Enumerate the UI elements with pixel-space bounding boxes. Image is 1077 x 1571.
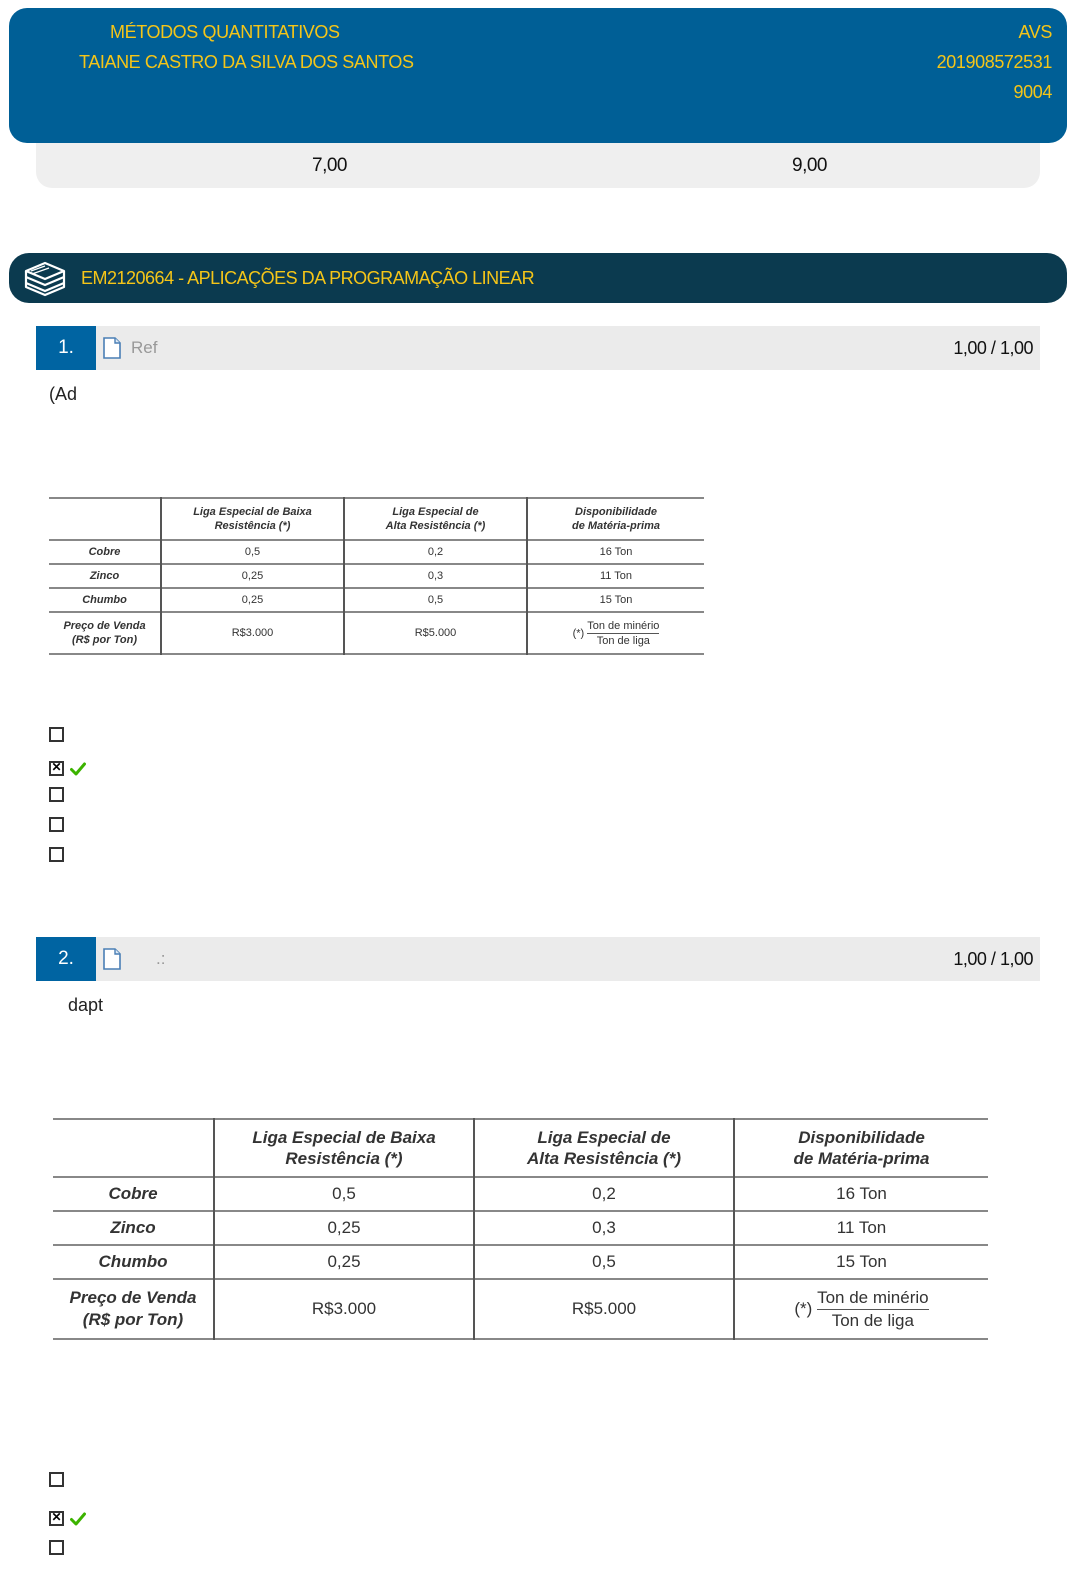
- cell: 0,25: [214, 1245, 474, 1279]
- row-label: Chumbo: [82, 594, 127, 606]
- row-label: Chumbo: [98, 1252, 168, 1271]
- alloy-table: [53, 1118, 988, 1340]
- row-label: Cobre: [88, 546, 121, 558]
- section-title: EM2120664 - APLICAÇÕES DA PROGRAMAÇÃO LINEAR: [81, 268, 535, 288]
- option-checkbox[interactable]: [49, 1472, 64, 1487]
- table-header: Liga Especial de Alta Resistência (*): [344, 498, 527, 540]
- option-checkbox[interactable]: [49, 1540, 64, 1555]
- cell: 0,25: [161, 564, 344, 588]
- cell: R$5.000: [474, 1279, 734, 1339]
- question-text: dapt: [68, 995, 104, 1015]
- cell: 0,25: [214, 1211, 474, 1245]
- option-checkbox[interactable]: [49, 727, 64, 742]
- cell: 0,2: [344, 540, 527, 564]
- cell: 0,5: [214, 1177, 474, 1211]
- cell: 15 Ton: [527, 588, 704, 612]
- document-icon[interactable]: [103, 948, 121, 970]
- cell: 0,2: [474, 1177, 734, 1211]
- table-header: Disponibilidade de Matéria-prima: [734, 1119, 988, 1177]
- option-checkbox[interactable]: [49, 847, 64, 862]
- correct-check-icon: [70, 762, 86, 776]
- row-label: Preço de Venda (R$ por Ton): [63, 620, 146, 646]
- question-score: 1,00 / 1,00: [953, 949, 1033, 969]
- table-header: Liga Especial de Alta Resistência (*): [474, 1119, 734, 1177]
- question-number: 1.: [36, 326, 96, 370]
- class-code: 9004: [1013, 82, 1052, 102]
- table-row: [49, 564, 704, 588]
- cell: 0,3: [474, 1211, 734, 1245]
- table-row: [53, 1279, 988, 1339]
- cell: 0,5: [344, 588, 527, 612]
- cell: 15 Ton: [734, 1245, 988, 1279]
- question-number: 2.: [36, 937, 96, 981]
- cell: R$3.000: [214, 1279, 474, 1339]
- table-header: Disponibilidade de Matéria-prima: [527, 498, 704, 540]
- table-row: [53, 1177, 988, 1211]
- table-header: [49, 498, 161, 540]
- exam-type: AVS: [1018, 22, 1052, 42]
- cell: 11 Ton: [734, 1211, 988, 1245]
- question-ref: Ref: [131, 338, 158, 357]
- alloy-table: [49, 497, 704, 655]
- cell: 16 Ton: [527, 540, 704, 564]
- student-name: TAIANE CASTRO DA SILVA DOS SANTOS: [79, 52, 414, 72]
- grade-value: 7,00: [312, 155, 347, 176]
- row-label: Cobre: [108, 1184, 158, 1203]
- cell: R$5.000: [344, 612, 527, 654]
- table-row: [49, 612, 704, 654]
- option-checkbox[interactable]: [49, 787, 64, 802]
- question-bar: [36, 326, 1040, 370]
- cell: (*) $\frac{\text{Ton de minério}}{\text{Ton de liga}}$: [734, 1279, 988, 1339]
- books-icon: [23, 259, 67, 297]
- cell: (*) $\frac{\text{Ton de minério}}{\text{Ton de liga}}$: [527, 612, 704, 654]
- exam-header: [9, 8, 1067, 143]
- table-row: [49, 588, 704, 612]
- question-ref: .:: [156, 949, 166, 968]
- table-header: [53, 1119, 214, 1177]
- grades-bar: [36, 143, 1040, 188]
- cell: 16 Ton: [734, 1177, 988, 1211]
- table-header: Liga Especial de Baixa Resistência (*): [214, 1119, 474, 1177]
- table-row: [53, 1211, 988, 1245]
- section-header: [9, 253, 1067, 303]
- cell: 0,5: [474, 1245, 734, 1279]
- cell: R$3.000: [161, 612, 344, 654]
- course-name: MÉTODOS QUANTITATIVOS: [110, 22, 340, 42]
- question-score: 1,00 / 1,00: [953, 338, 1033, 358]
- cell: 0,25: [161, 588, 344, 612]
- row-label: Preço de Venda (R$ por Ton): [69, 1288, 197, 1329]
- table-row: [49, 540, 704, 564]
- option-checkbox[interactable]: [49, 1511, 64, 1526]
- option-checkbox[interactable]: [49, 761, 64, 776]
- cell: 0,3: [344, 564, 527, 588]
- grade-value: 9,00: [792, 155, 827, 176]
- row-label: Zinco: [89, 570, 120, 582]
- question-bar: [36, 937, 1040, 981]
- table-row: [53, 1245, 988, 1279]
- option-checkbox[interactable]: [49, 817, 64, 832]
- table-header: Liga Especial de Baixa Resistência (*): [161, 498, 344, 540]
- correct-check-icon: [70, 1512, 86, 1526]
- enrollment-number: 201908572531: [936, 52, 1052, 72]
- cell: 11 Ton: [527, 564, 704, 588]
- document-icon[interactable]: [103, 337, 121, 359]
- row-label: Zinco: [110, 1218, 156, 1237]
- question-text: (Ad: [49, 384, 78, 404]
- cell: 0,5: [161, 540, 344, 564]
